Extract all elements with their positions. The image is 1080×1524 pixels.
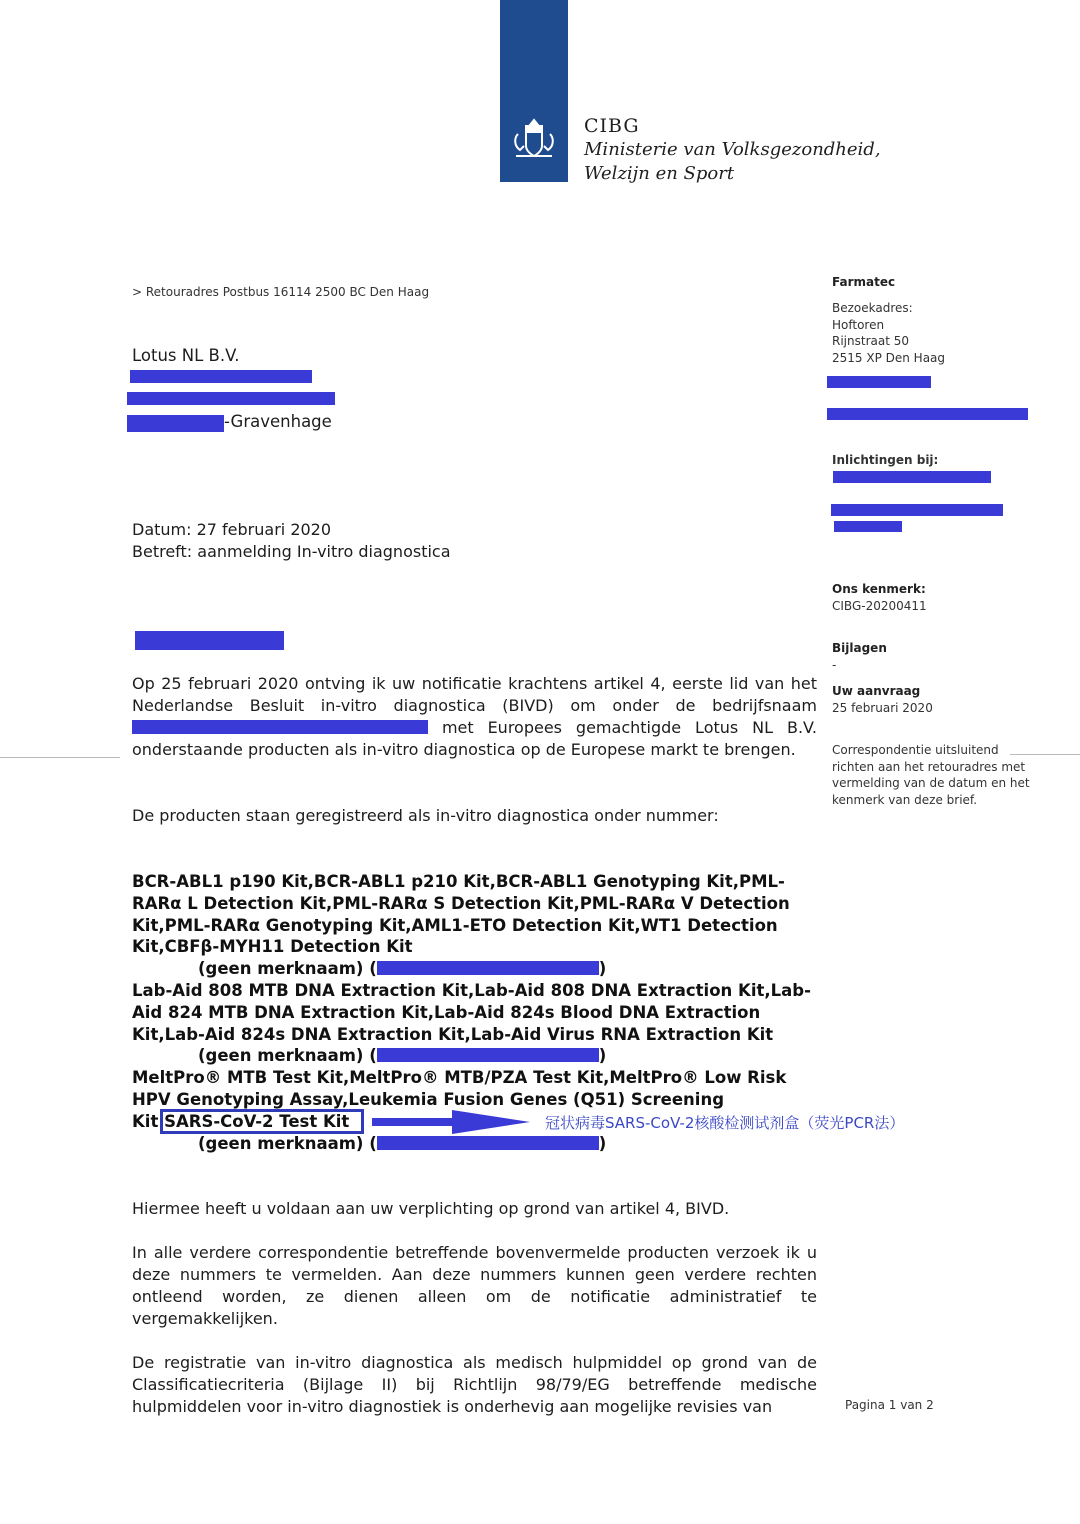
redaction (135, 631, 284, 650)
paragraph-1-b: met Europees gemachtigde Lotus NL B.V. onderstaande producten als in-vitro diagnostica op de Europese markt te brengen. (132, 718, 817, 759)
brand-suffix: ) (598, 1133, 607, 1153)
visit-line2: Rijnstraat 50 (832, 334, 909, 348)
reference (832, 581, 1042, 614)
attach-value: - (832, 657, 837, 672)
org-name: CIBG (584, 115, 640, 137)
scan-line (1010, 754, 1080, 755)
redaction (833, 471, 991, 483)
ref-label: Ons kenmerk: (832, 582, 926, 596)
product-group-2: Lab-Aid 808 MTB DNA Extraction Kit,Lab-Aid 808 DNA Extraction Kit,Lab-Aid 824 MTB DNA Extraction Kit,Lab-Aid 824s Blood DNA Extraction Kit,Lab-Aid 824s DNA Extraction Kit,Lab-Aid Virus RNA Extraction Kit (132, 980, 811, 1044)
product-group-1: BCR-ABL1 p190 Kit,BCR-ABL1 p210 Kit,BCR-ABL1 Genotyping Kit,PML-RARα L Detection Kit,PML-RARα S Detection Kit,PML-RARα V Detection Kit,PML-RARα Genotyping Kit,AML1-ETO Detection Kit,WT1 Detection Kit,CBFβ-MYH11 Detection Kit (132, 872, 790, 957)
paragraph-2: De producten staan geregistreerd als in-vitro diagnostica onder nummer: (132, 806, 719, 825)
brand-prefix: (geen merknaam) ( (198, 1046, 377, 1066)
brand-prefix: (geen merknaam) ( (198, 1133, 377, 1153)
brand-line (132, 958, 822, 980)
kit-word: Kit (132, 1111, 159, 1131)
redaction (827, 408, 1028, 420)
brand-line (132, 1045, 822, 1067)
letter-date: Datum: 27 februari 2020 (132, 520, 332, 539)
redaction (377, 961, 599, 975)
dept-name: Farmatec (832, 275, 896, 289)
arrow-right-icon (372, 1109, 532, 1135)
brand-suffix: ) (598, 1046, 607, 1066)
info-label: Inlichtingen bij: (832, 453, 939, 467)
product-group-3: MeltPro® MTB Test Kit,MeltPro® MTB/PZA Test Kit,MeltPro® Low Risk HPV Genotyping Assay,Leukemia Fusion Genes (Q51) Screening (132, 1068, 787, 1109)
request-value: 25 februari 2020 (832, 700, 933, 715)
redaction (132, 720, 428, 734)
redaction (831, 504, 1003, 516)
attachments (832, 640, 1042, 673)
ministry-line2: Welzijn en Sport (584, 163, 735, 184)
visit-label: Bezoekadres: (832, 301, 913, 315)
redaction (377, 1136, 599, 1150)
paragraph-4: In alle verdere correspondentie betreffende bovenvermelde producten verzoek ik u deze nummers te vermelden. Aan deze nummers kunnen geen verdere rechten ontleend worden, ze dienen alleen om de notificatie administratief te vergemakkelijken. (132, 1243, 817, 1328)
highlight-box (160, 1109, 364, 1134)
visit-line3: 2515 XP Den Haag (832, 350, 946, 365)
redaction (377, 1048, 599, 1062)
page-number: Pagina 1 van 2 (845, 1398, 934, 1412)
sidebar (832, 274, 1042, 291)
brand-prefix: (geen merknaam) ( (198, 959, 377, 979)
logo-band (500, 0, 568, 182)
scan-line (0, 757, 120, 758)
ministry-name (584, 114, 881, 186)
request (832, 683, 1042, 716)
redaction (834, 521, 902, 532)
return-address: > Retouradres Postbus 16114 2500 BC Den Haag (132, 285, 430, 299)
paragraph-3: Hiermee heeft u voldaan aan uw verplichting op grond van artikel 4, BIVD. (132, 1199, 730, 1218)
annotation-text: 冠状病毒SARS-CoV-2核酸检测试剂盒（荧光PCR法） (545, 1114, 905, 1132)
coat-of-arms-icon (506, 112, 562, 168)
ref-value: CIBG-20200411 (832, 598, 927, 613)
highlighted-product: SARS-CoV-2 Test Kit (164, 1111, 350, 1131)
attach-label: Bijlagen (832, 641, 887, 655)
redaction (130, 370, 312, 383)
brand-line (132, 1133, 822, 1155)
redaction (127, 392, 335, 405)
visit-line1: Hoftoren (832, 317, 885, 332)
visit-address (832, 300, 1042, 366)
paragraph-1 (132, 673, 817, 761)
paragraph-5: De registratie van in-vitro diagnostica als medisch hulpmiddel op grond van de Classificatiecriteria (Bijlage II) bij Richtlijn 98/79/EG betreffende medische hulpmiddelen voor in-vitro diagnostiek is onderhevig aan mogelijke revisies van (132, 1353, 817, 1416)
brand-suffix: ) (598, 959, 607, 979)
request-label: Uw aanvraag (832, 684, 921, 698)
ministry-line1: Ministerie van Volksgezondheid, (584, 139, 881, 160)
redaction (827, 376, 931, 388)
recipient-city: -Gravenhage (224, 412, 332, 431)
redaction (127, 415, 224, 432)
letter-subject: Betreft: aanmelding In-vitro diagnostica (132, 542, 451, 561)
recipient-name: Lotus NL B.V. (132, 346, 240, 365)
paragraph-1-a: Op 25 februari 2020 ontving ik uw notificatie krachtens artikel 4, eerste lid van het Nederlandse Besluit in-vitro diagnostica (BIVD) om onder de bedrijfsnaam (132, 674, 817, 715)
correspondence-note: Correspondentie uitsluitend richten aan het retouradres met vermelding van de datum en het kenmerk van deze brief. (832, 743, 1030, 807)
